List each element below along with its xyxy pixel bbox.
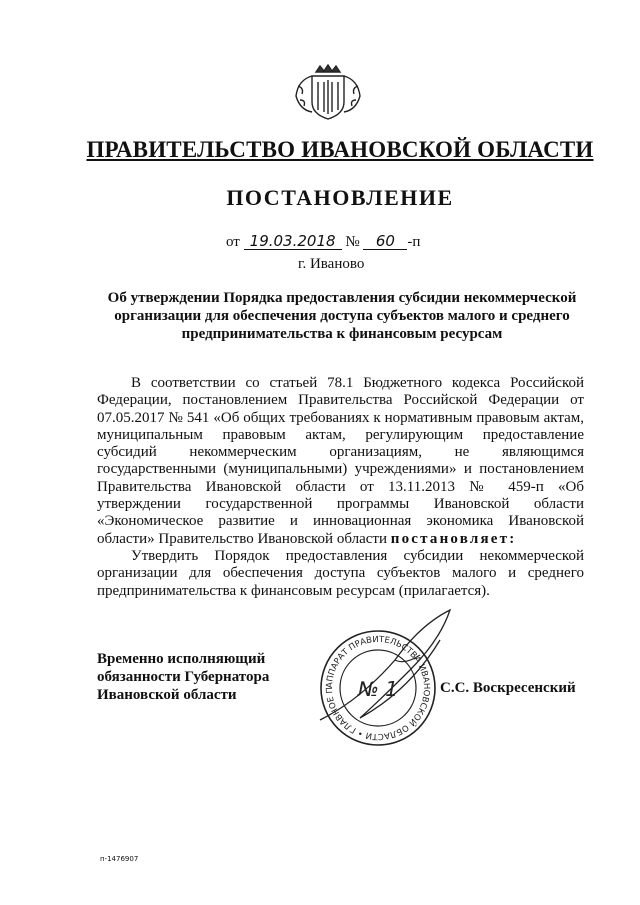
number-suffix: -п <box>407 234 421 250</box>
body-paragraph-2: Утвердить Порядок предоставления субсидии некоммерческой организации для обеспечения доступа субъектов малого и среднего предпринимательства к финансовым ресурсам (прилагается). <box>97 548 584 599</box>
paragraph-1-text: В соответствии со статьей 78.1 Бюджетного кодекса Российской Федерации, постановлением Правительства Российской Федерации от 07.05.2017 № 541 «Об общих требованиях к нормативным правовым актам, муниципальным правовым актам, регулирующим предоставление субсидий некоммерческим организациям, не являющимся государственными (муниципальными) учреждениями» и постановлением Правительства Ивановской области от 13.11.2013 № 459-п «Об утверждении государственной программы Ивановской области «Экономическое развитие и инновационная экономика Ивановской области» Правительство Ивановской области <box>97 375 584 547</box>
document-type: ПОСТАНОВЛЕНИЕ <box>226 185 454 210</box>
date-number-line <box>226 233 420 251</box>
decree-word: постановляет: <box>390 530 517 547</box>
government-title: ПРАВИТЕЛЬСТВО ИВАНОВСКОЙ ОБЛАСТИ <box>86 137 594 162</box>
document-code: п-1476907 <box>100 855 139 863</box>
document-number: 60 <box>363 233 407 250</box>
date-prefix: от <box>226 234 240 250</box>
coat-of-arms-icon <box>290 62 366 122</box>
stamp-ring-text: АППАРАТ ПРАВИТЕЛЬСТВА ИВАНОВСКОЙ ОБЛАСТИ • ГЛАВНОЕ П <box>324 634 432 742</box>
signer-position <box>97 650 297 704</box>
document-subject: Об утверждении Порядка предоставления субсидии некоммерческой организации для обеспечения доступа субъектов малого и среднего предпринимательства к финансовым ресурсам <box>107 290 577 342</box>
stamp-number: № 1 <box>358 677 398 701</box>
signer-name: С.С. Воскресенский <box>440 680 576 696</box>
document-date: 19.03.2018 <box>244 233 342 250</box>
signer-position-line: Временно исполняющий <box>97 651 266 667</box>
city: г. Иваново <box>298 256 365 272</box>
signer-position-line: Ивановской области <box>97 687 237 703</box>
signer-position-line: обязанности Губернатора <box>97 669 270 685</box>
body-paragraph-1 <box>97 375 584 548</box>
handwritten-signature-icon <box>300 600 500 740</box>
number-sign: № <box>345 234 360 250</box>
